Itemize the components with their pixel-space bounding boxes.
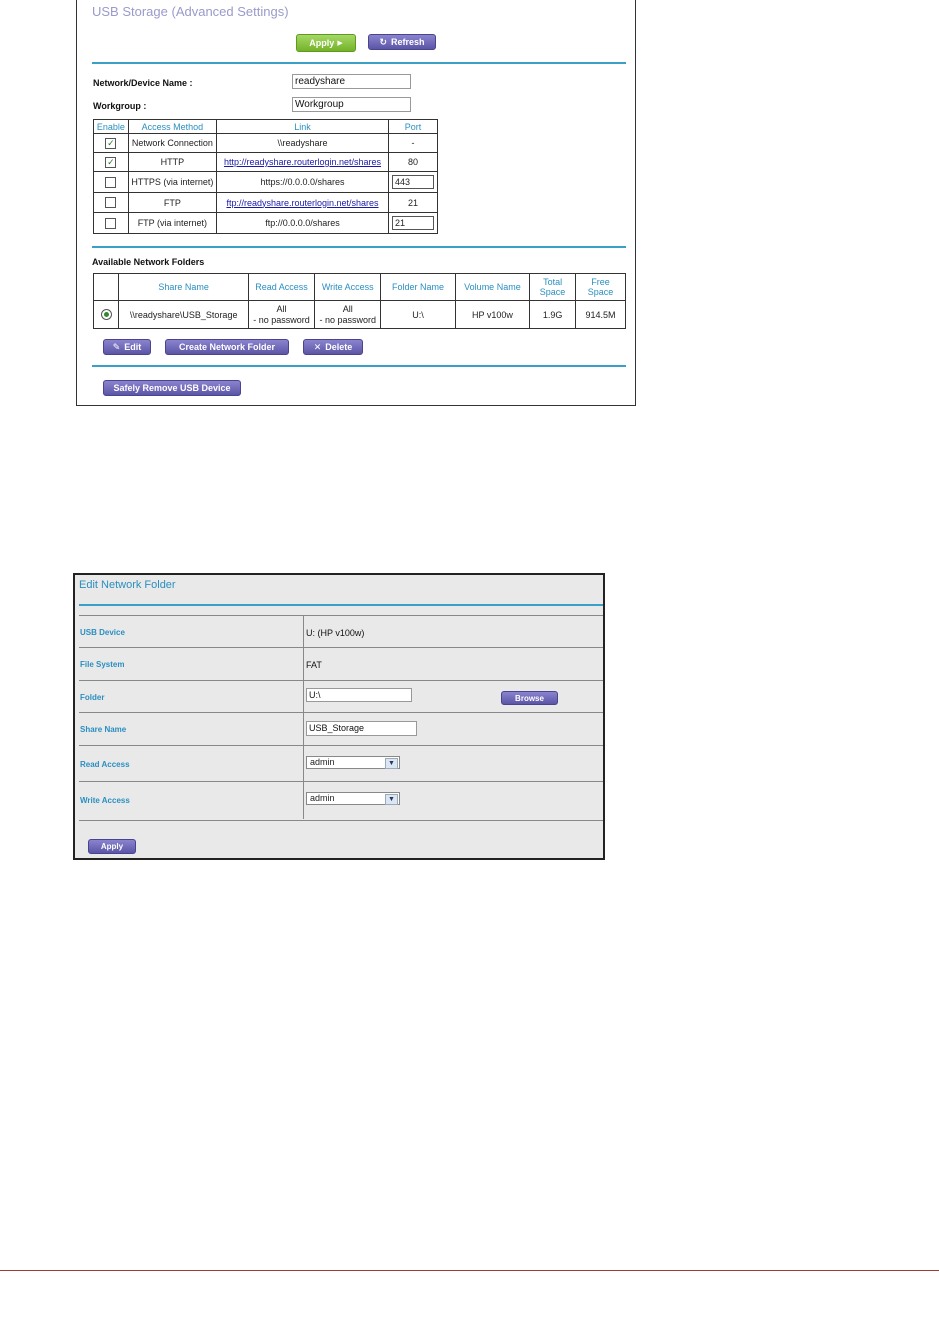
share-name: \\readyshare\USB_Storage — [119, 301, 248, 329]
enable-checkbox[interactable]: ✓ — [107, 137, 115, 148]
browse-button[interactable] — [501, 691, 558, 705]
apply-folder-label: Apply — [100, 842, 124, 851]
divider — [79, 604, 603, 606]
file-system-value: FAT — [306, 660, 322, 670]
share-name-input[interactable]: USB_Storage — [306, 721, 417, 736]
close-icon: ✕ — [313, 341, 322, 352]
table-row — [94, 153, 438, 172]
col-enable: Enable — [94, 120, 129, 134]
play-icon: ▶ — [337, 40, 343, 47]
write-access-row — [79, 781, 603, 821]
col-free-space: Free Space — [576, 274, 626, 301]
read-access-row — [79, 745, 603, 782]
access-method: HTTP — [128, 153, 216, 172]
http-link[interactable]: http://readyshare.routerlogin.net/shares — [223, 157, 382, 167]
pencil-icon: ✎ — [112, 341, 121, 352]
edit-button[interactable] — [103, 339, 151, 355]
refresh-label: Refresh — [391, 37, 425, 47]
apply-label: Apply — [309, 38, 335, 48]
safely-remove-label: Safely Remove USB Device — [113, 383, 231, 393]
access-method: HTTPS (via internet) — [128, 172, 216, 193]
browse-label: Browse — [515, 693, 544, 703]
free-space: 914.5M — [576, 301, 626, 329]
create-label: Create Network Folder — [178, 342, 276, 352]
ftp-link[interactable]: ftp://readyshare.routerlogin.net/shares — [226, 197, 379, 208]
write-access-line-2: - no password — [319, 314, 376, 325]
file-system-row — [79, 647, 603, 681]
col-access-method: Access Method — [128, 120, 216, 134]
usb-device-row — [79, 615, 603, 648]
device-name-input[interactable]: readyshare — [292, 74, 411, 89]
refresh-button[interactable] — [368, 34, 436, 50]
total-space: 1.9G — [530, 301, 576, 329]
port: - — [389, 134, 438, 153]
read-access-selected: admin — [310, 757, 335, 767]
link: ftp://0.0.0.0/shares — [216, 213, 388, 234]
col-select — [94, 274, 119, 301]
network-folders-table — [93, 273, 626, 329]
port-input[interactable]: 21 — [392, 216, 434, 230]
folder-label: Folder — [80, 693, 105, 702]
apply-folder-button[interactable] — [88, 839, 136, 854]
col-total-space: Total Space — [530, 274, 576, 301]
folder-input[interactable]: U:\ — [306, 688, 412, 702]
table-row — [94, 134, 438, 153]
page-title: USB Storage (Advanced Settings) — [92, 4, 289, 19]
folders-heading: Available Network Folders — [92, 257, 205, 267]
read-access-line-2: - no password — [253, 314, 310, 325]
write-access-line-1: All — [342, 303, 353, 314]
enable-checkbox[interactable] — [105, 177, 116, 188]
col-volume-name: Volume Name — [455, 274, 529, 301]
workgroup-label: Workgroup : — [93, 101, 147, 111]
refresh-icon: ↻ — [379, 36, 388, 47]
col-write-access: Write Access — [315, 274, 381, 301]
table-header-row — [94, 274, 626, 301]
table-row[interactable] — [94, 301, 626, 329]
chevron-down-icon: ▼ — [385, 758, 398, 769]
col-share-name: Share Name — [119, 274, 248, 301]
usb-device-label: USB Device — [80, 628, 125, 637]
read-access — [248, 301, 314, 329]
divider — [92, 246, 626, 248]
table-row — [94, 172, 438, 193]
port: 21 — [389, 193, 438, 213]
workgroup-input[interactable]: Workgroup — [292, 97, 411, 112]
edit-network-folder-panel — [73, 573, 605, 860]
divider — [92, 365, 626, 367]
link: https://0.0.0.0/shares — [216, 172, 388, 193]
edit-folder-title: Edit Network Folder — [79, 579, 176, 591]
volume-name: HP v100w — [455, 301, 529, 329]
delete-button[interactable] — [303, 339, 363, 355]
share-name-row — [79, 712, 603, 746]
folder-row — [79, 680, 603, 713]
divider — [92, 62, 626, 64]
read-access-line-1: All — [276, 303, 287, 314]
delete-label: Delete — [325, 342, 353, 352]
enable-checkbox[interactable] — [105, 197, 116, 208]
table-header-row — [94, 120, 438, 134]
usb-device-value: U: (HP v100w) — [306, 628, 365, 638]
port: 80 — [389, 153, 438, 172]
apply-button[interactable] — [296, 34, 356, 52]
port-input[interactable]: 443 — [392, 175, 434, 189]
share-name-label: Share Name — [80, 725, 127, 734]
col-link: Link — [216, 120, 388, 134]
create-network-folder-button[interactable] — [165, 339, 289, 355]
access-method: FTP (via internet) — [128, 213, 216, 234]
write-access-label: Write Access — [80, 796, 130, 805]
chevron-down-icon: ▼ — [385, 794, 398, 805]
enable-checkbox[interactable]: ✓ — [107, 156, 115, 167]
write-access-select[interactable] — [306, 792, 400, 805]
table-row — [94, 213, 438, 234]
safely-remove-usb-button[interactable] — [103, 380, 241, 396]
col-folder-name: Folder Name — [381, 274, 455, 301]
col-read-access: Read Access — [248, 274, 314, 301]
read-access-label: Read Access — [80, 760, 130, 769]
enable-checkbox[interactable] — [105, 218, 116, 229]
usb-storage-panel — [76, 0, 636, 406]
access-method: FTP — [128, 193, 216, 213]
col-port: Port — [389, 120, 438, 134]
file-system-label: File System — [80, 660, 125, 669]
device-name-label: Network/Device Name : — [93, 78, 193, 88]
write-access — [315, 301, 381, 329]
read-access-select[interactable] — [306, 756, 400, 769]
access-method-table — [93, 119, 438, 234]
page-footer-rule — [0, 1270, 939, 1271]
folder-name: U:\ — [381, 301, 455, 329]
table-row — [94, 193, 438, 213]
edit-label: Edit — [124, 342, 142, 352]
folder-radio[interactable] — [101, 309, 112, 320]
link: \\readyshare — [216, 134, 388, 153]
access-method: Network Connection — [128, 134, 216, 153]
write-access-selected: admin — [310, 793, 335, 803]
